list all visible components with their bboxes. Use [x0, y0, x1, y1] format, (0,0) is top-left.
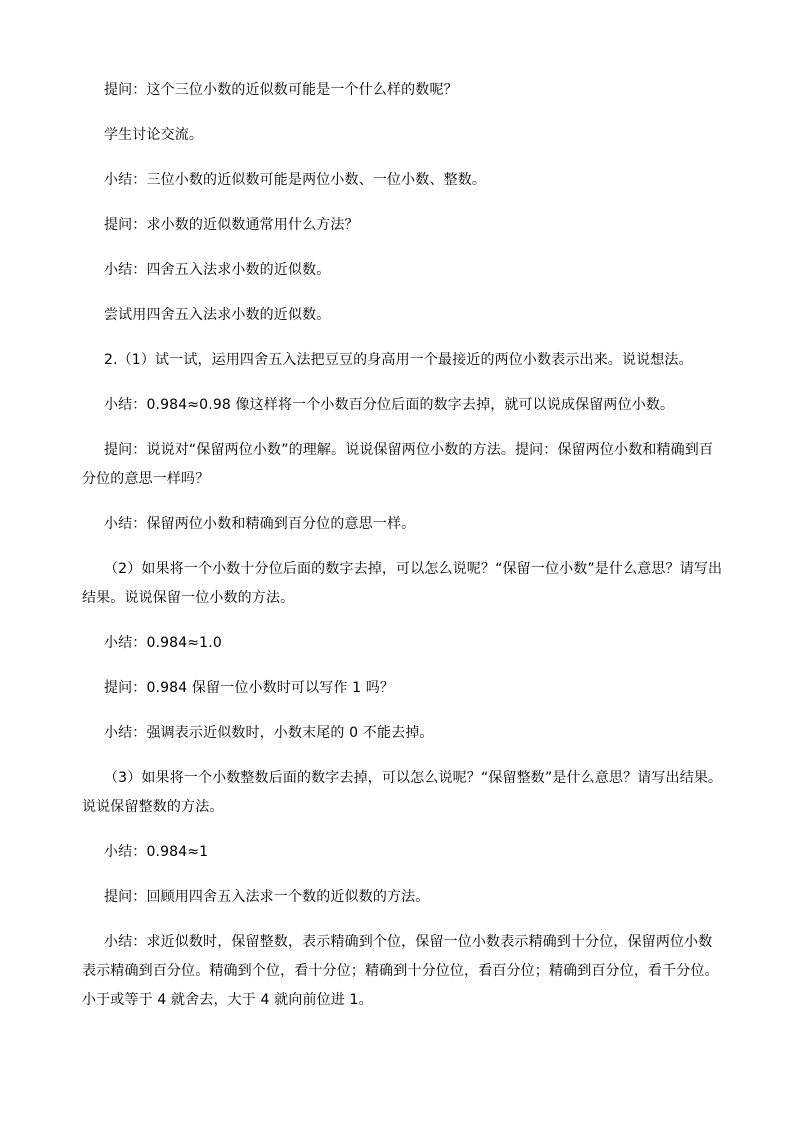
paragraph-summary-5: 小结：0.984≈1.0: [104, 635, 222, 651]
paragraph-summary-2: 小结：四舍五入法求小数的近似数。: [104, 262, 331, 278]
paragraph-question-5: 提问：回顾用四舍五入法求一个数的近似数的方法。: [104, 889, 430, 905]
paragraph-summary-4: 小结：保留两位小数和精确到百分位的意思一样。: [104, 516, 416, 532]
paragraph-summary-6: 小结：强调表示近似数时，小数末尾的 0 不能去掉。: [104, 725, 434, 741]
paragraph-question-2: 提问：求小数的近似数通常用什么方法？: [104, 217, 359, 233]
paragraph-summary-1: 小结：三位小数的近似数可能是两位小数、一位小数、整数。: [104, 172, 487, 188]
paragraph-try: 尝试用四舍五入法求小数的近似数。: [104, 307, 331, 323]
paragraph-exercise-2-3: （3）如果将一个小数整数后面的数字去掉，可以怎么说呢？“保留整数”是什么意思？请写出结果。说说保留整数的方法。: [82, 770, 723, 815]
paragraph-exercise-2-2: （2）如果将一个小数十分位后面的数字去掉，可以怎么说呢？“保留一位小数”是什么意思？请写出结果。说说保留一位小数的方法。: [82, 561, 723, 606]
paragraph-exercise-2-1: 2.（1）试一试，运用四舍五入法把豆豆的身高用一个最接近的两位小数表示出来。说说想法。: [104, 352, 693, 368]
paragraph-question-1: 提问：这个三位小数的近似数可能是一个什么样的数呢？: [104, 82, 458, 98]
paragraph-summary-7: 小结：0.984≈1: [104, 844, 209, 860]
paragraph-summary-8: 小结：求近似数时，保留整数，表示精确到个位，保留一位小数表示精确到十分位，保留两位小数表示精确到百分位。精确到个位，看十分位；精确到十分位位，看百分位；精确到百分位，看千分位。小于或等于 4 就舍去，大于 4 就向前位进 1。: [82, 934, 719, 1008]
paragraph-discussion: 学生讨论交流。: [104, 127, 204, 143]
paragraph-question-4: 提问：0.984 保留一位小数时可以写作 1 吗？: [104, 680, 395, 696]
paragraph-question-3: 提问：说说对“保留两位小数”的理解。说说保留两位小数的方法。提问：保留两位小数和精确到百分位的意思一样吗？: [82, 442, 714, 487]
paragraph-summary-3: 小结：0.984≈0.98 像这样将一个小数百分位后面的数字去掉，就可以说成保留两位小数。: [104, 397, 675, 413]
